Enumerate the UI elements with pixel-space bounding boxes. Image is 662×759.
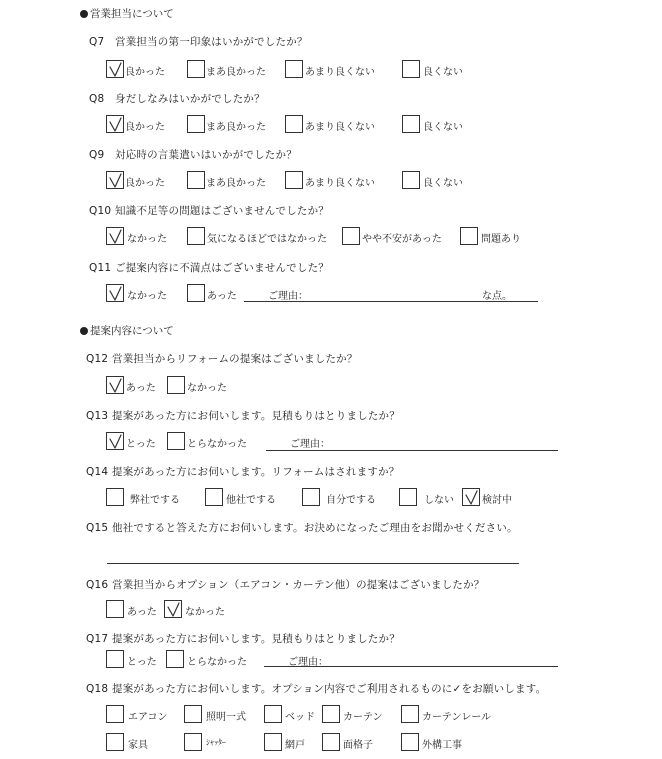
checkmark-icon bbox=[107, 116, 125, 134]
option-label: なかった bbox=[127, 234, 167, 245]
checkbox-q18-lighting[interactable] bbox=[184, 705, 202, 723]
option-label: ベッド bbox=[285, 712, 315, 723]
option-label: まあ良かった bbox=[206, 178, 266, 189]
reason-label: ご理由： bbox=[268, 291, 308, 302]
option-label: あった bbox=[126, 383, 156, 394]
section-heading-proposal bbox=[80, 323, 174, 338]
checkbox-q18-curtain[interactable] bbox=[322, 705, 340, 723]
section-heading-sales bbox=[80, 6, 174, 21]
option-label: やや不安があった bbox=[362, 234, 442, 245]
option-label: ｼｬｯﾀｰ bbox=[206, 738, 226, 747]
checkbox-q17-opt1[interactable] bbox=[106, 650, 124, 668]
question-number: Q16 bbox=[86, 579, 109, 591]
checkbox-q18-exterior[interactable] bbox=[401, 733, 419, 751]
reason-line-q11[interactable] bbox=[244, 301, 538, 302]
question-q16 bbox=[86, 577, 485, 592]
checkbox-q12-opt2[interactable] bbox=[167, 376, 185, 394]
checkbox-q10-opt1[interactable] bbox=[106, 227, 124, 245]
checkbox-q14-opt5[interactable] bbox=[462, 488, 480, 506]
checkbox-q7-opt1[interactable] bbox=[106, 60, 124, 78]
option-label: 外構工事 bbox=[422, 740, 462, 751]
checkbox-q18-screen-door[interactable] bbox=[264, 733, 282, 751]
checkbox-q14-opt4[interactable] bbox=[399, 488, 417, 506]
question-text: 営業担当からリフォームの提案はございましたか？ bbox=[112, 353, 358, 365]
option-label: まあ良かった bbox=[206, 67, 266, 78]
checkbox-q8-opt3[interactable] bbox=[285, 115, 303, 133]
question-number: Q18 bbox=[86, 683, 109, 695]
question-q15 bbox=[86, 520, 518, 535]
question-number: Q11 bbox=[89, 262, 112, 274]
question-number: Q12 bbox=[86, 353, 109, 365]
checkbox-q8-opt4[interactable] bbox=[402, 115, 420, 133]
checkbox-q17-opt2[interactable] bbox=[166, 650, 184, 668]
checkbox-q9-opt2[interactable] bbox=[187, 171, 205, 189]
option-label: 家具 bbox=[128, 740, 148, 751]
question-q9 bbox=[89, 147, 297, 162]
question-q7 bbox=[89, 34, 308, 49]
checkbox-q11-opt1[interactable] bbox=[106, 284, 124, 302]
option-label: まあ良かった bbox=[206, 122, 266, 133]
reason-label: ご理由： bbox=[288, 657, 328, 668]
question-text: 知識不足等の問題はございませんでしたか？ bbox=[115, 205, 329, 217]
option-label: カーテンレール bbox=[422, 712, 492, 723]
checkbox-q18-shutter[interactable] bbox=[184, 733, 202, 751]
option-label: とらなかった bbox=[187, 439, 247, 450]
checkbox-q16-opt2[interactable] bbox=[164, 600, 182, 618]
question-text: 営業担当からオプション（エアコン・カーテン他）の提案はございましたか？ bbox=[112, 579, 485, 591]
question-q8 bbox=[89, 91, 265, 106]
checkbox-q13-opt1[interactable] bbox=[106, 432, 124, 450]
reason-line-q17[interactable] bbox=[264, 666, 558, 667]
option-label: 良くない bbox=[423, 67, 463, 78]
option-label: 他社でする bbox=[226, 495, 276, 506]
option-label: 問題あり bbox=[481, 234, 521, 245]
question-number: Q15 bbox=[86, 522, 109, 534]
option-label: あまり良くない bbox=[305, 178, 375, 189]
checkmark-icon bbox=[107, 377, 125, 395]
checkbox-q18-window-grille[interactable] bbox=[322, 733, 340, 751]
question-text: 他社ですると答えた方にお伺いします。お決めになったご理由をお聞かせください。 bbox=[112, 522, 518, 534]
question-q14 bbox=[86, 464, 399, 479]
checkmark-icon bbox=[107, 61, 125, 79]
checkbox-q9-opt4[interactable] bbox=[402, 171, 420, 189]
question-q11 bbox=[89, 260, 329, 275]
option-label: あった bbox=[207, 291, 237, 302]
reason-text: な点。 bbox=[482, 291, 512, 302]
checkbox-q10-opt4[interactable] bbox=[460, 227, 478, 245]
question-number: Q17 bbox=[86, 633, 109, 645]
checkbox-q9-opt3[interactable] bbox=[285, 171, 303, 189]
option-label: 良くない bbox=[423, 178, 463, 189]
checkbox-q12-opt1[interactable] bbox=[106, 376, 124, 394]
question-text: 提案があった方にお伺いします。見積もりはとりましたか？ bbox=[112, 633, 400, 645]
question-text: 営業担当の第一印象はいかがでしたか？ bbox=[115, 36, 308, 48]
option-label: あった bbox=[127, 607, 157, 618]
option-label: 良かった bbox=[125, 178, 165, 189]
option-label: とった bbox=[127, 657, 157, 668]
checkmark-icon bbox=[107, 172, 125, 190]
question-number: Q8 bbox=[89, 93, 105, 105]
option-label: 面格子 bbox=[343, 740, 373, 751]
option-label: なかった bbox=[185, 607, 225, 618]
checkbox-q9-opt1[interactable] bbox=[106, 171, 124, 189]
reason-line-q15[interactable] bbox=[107, 563, 519, 564]
checkmark-icon bbox=[107, 433, 125, 451]
checkbox-q18-curtain-rail[interactable] bbox=[401, 705, 419, 723]
checkbox-q18-aircon[interactable] bbox=[106, 705, 124, 723]
option-label: しない bbox=[424, 495, 454, 506]
option-label: なかった bbox=[187, 383, 227, 394]
option-label: 照明一式 bbox=[206, 712, 246, 723]
reason-line-q13[interactable] bbox=[266, 450, 558, 451]
question-text: 対応時の言葉遣いはいかがでしたか？ bbox=[115, 149, 297, 161]
checkmark-icon bbox=[107, 228, 125, 246]
checkbox-q18-furniture[interactable] bbox=[106, 733, 124, 751]
option-label: あまり良くない bbox=[305, 67, 375, 78]
checkbox-q7-opt2[interactable] bbox=[187, 60, 205, 78]
checkmark-icon bbox=[165, 601, 183, 619]
question-q13 bbox=[86, 408, 400, 423]
option-label: とらなかった bbox=[187, 657, 247, 668]
checkbox-q10-opt2[interactable] bbox=[187, 227, 205, 245]
section-title: 営業担当について bbox=[90, 8, 174, 20]
section-title: 提案内容について bbox=[90, 325, 174, 337]
checkbox-q14-opt2[interactable] bbox=[205, 488, 223, 506]
checkbox-q7-opt3[interactable] bbox=[285, 60, 303, 78]
option-label: 網戸 bbox=[285, 740, 305, 751]
checkbox-q14-opt1[interactable] bbox=[106, 488, 124, 506]
question-q17 bbox=[86, 631, 400, 646]
option-label: とった bbox=[126, 439, 156, 450]
question-number: Q9 bbox=[89, 149, 105, 161]
option-label: 良くない bbox=[423, 122, 463, 133]
option-label: なかった bbox=[127, 291, 167, 302]
checkmark-icon bbox=[463, 489, 481, 507]
question-text: 提案があった方にお伺いします。オプション内容でご利用されるものに✓をお願いします。 bbox=[112, 683, 547, 695]
question-number: Q14 bbox=[86, 466, 109, 478]
reason-label: ご理由： bbox=[290, 439, 330, 450]
checkbox-q11-opt2[interactable] bbox=[187, 284, 205, 302]
option-label: 良かった bbox=[125, 122, 165, 133]
option-label: 良かった bbox=[125, 67, 165, 78]
question-number: Q13 bbox=[86, 410, 109, 422]
checkbox-q16-opt1[interactable] bbox=[106, 600, 124, 618]
option-label: 検討中 bbox=[482, 495, 512, 506]
question-text: 身だしなみはいかがでしたか？ bbox=[115, 93, 265, 105]
question-text: 提案があった方にお伺いします。リフォームはされますか？ bbox=[112, 466, 400, 478]
checkbox-q14-opt3[interactable] bbox=[302, 488, 320, 506]
option-label: エアコン bbox=[128, 712, 168, 723]
checkbox-q13-opt2[interactable] bbox=[167, 432, 185, 450]
bullet-dot-icon bbox=[80, 327, 88, 335]
option-label: 弊社でする bbox=[130, 495, 180, 506]
checkbox-q18-bed[interactable] bbox=[264, 705, 282, 723]
checkbox-q8-opt2[interactable] bbox=[187, 115, 205, 133]
option-label: 自分でする bbox=[326, 495, 376, 506]
checkmark-icon bbox=[107, 285, 125, 303]
option-label: あまり良くない bbox=[305, 122, 375, 133]
question-text: 提案があった方にお伺いします。見積もりはとりましたか？ bbox=[112, 410, 400, 422]
question-text: ご提案内容に不満点はございませんでした？ bbox=[115, 262, 329, 274]
checkbox-q10-opt3[interactable] bbox=[342, 227, 360, 245]
question-q10 bbox=[89, 203, 329, 218]
checkbox-q8-opt1[interactable] bbox=[106, 115, 124, 133]
checkbox-q7-opt4[interactable] bbox=[402, 60, 420, 78]
question-q12 bbox=[86, 351, 358, 366]
option-label: カーテン bbox=[343, 712, 383, 723]
option-label: 気になるほどではなかった bbox=[207, 234, 327, 245]
question-number: Q10 bbox=[89, 205, 112, 217]
question-number: Q7 bbox=[89, 36, 105, 48]
question-q18 bbox=[86, 681, 546, 696]
bullet-dot-icon bbox=[80, 10, 88, 18]
